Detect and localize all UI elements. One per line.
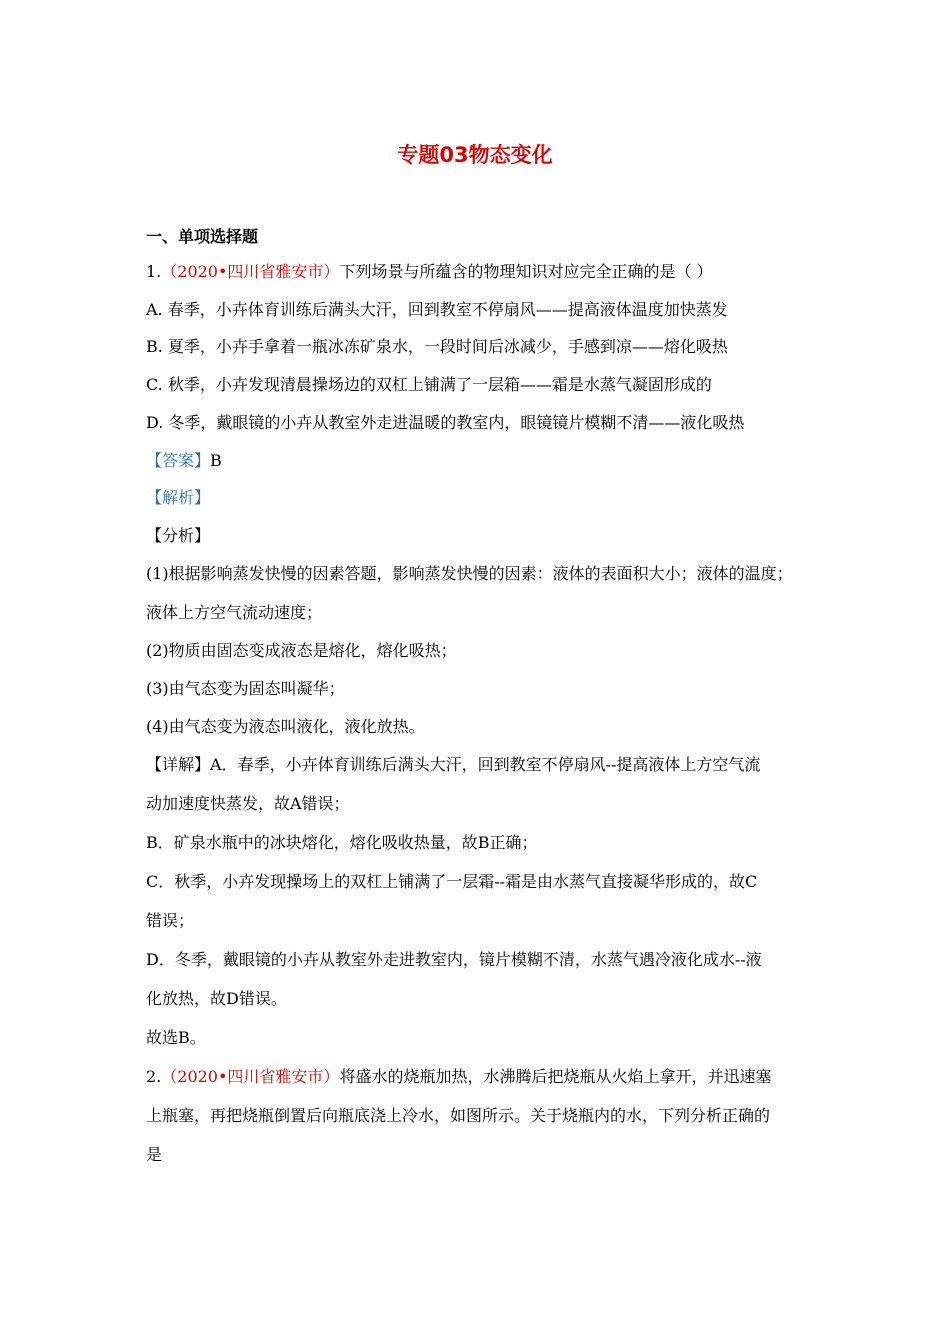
question-stem: 下列场景与所蕴含的物理知识对应完全正确的是（ ） [339, 262, 713, 281]
option-d: D. 冬季，戴眼镜的小卉从教室外走进温暖的教室内，眼镜镜片模糊不清——液化吸热 [146, 413, 745, 432]
question-source: （2020•四川省雅安市） [161, 1067, 340, 1086]
detail-line-6: D．冬季，戴眼镜的小卉从教室外走进教室内，镜片模糊不清，水蒸气遇冷液化成水--液 [146, 950, 762, 969]
fenxi-line-3: (2)物质由固态变成液态是熔化，熔化吸热； [146, 641, 457, 660]
page-title: 专题03物态变化 [397, 143, 553, 167]
detail-tag: 【详解】 [146, 755, 211, 774]
fenxi-line-1: (1)根据影响蒸发快慢的因素答题，影响蒸发快慢的因素：液体的表面积大小；液体的温度； [146, 564, 793, 583]
question-number: 2. [146, 1067, 162, 1086]
fenxi-line-5: (4)由气态变为液态叫液化，液化放热。 [146, 717, 425, 736]
answer-tag: 【答案】 [146, 451, 211, 470]
detail-text: A．春季，小卉体育训练后满头大汗，回到教室不停扇风--提高液体上方空气流 [210, 755, 761, 774]
detail-line-first [146, 754, 760, 776]
question-stem: 将盛水的烧瓶加热，水沸腾后把烧瓶从火焰上拿开，并迅速塞 [339, 1067, 772, 1086]
option-b: B. 夏季，小卉手拿着一瓶冰冻矿泉水，一段时间后冰减少，手感到凉——熔化吸热 [146, 337, 728, 356]
option-c: C. 秋季，小卉发现清晨操场边的双杠上铺满了一层箱——霜是水蒸气凝固形成的 [146, 375, 712, 394]
question-number: 1. [146, 262, 162, 281]
question-2-line-2: 上瓶塞，再把烧瓶倒置后向瓶底浇上冷水，如图所示。关于烧瓶内的水，下列分析正确的 [146, 1106, 771, 1125]
analysis-tag: 【解析】 [146, 488, 211, 507]
detail-line-7: 化放热，故D错误。 [146, 989, 287, 1008]
question-2-line-3: 是 [146, 1145, 163, 1164]
section-heading: 一、单项选择题 [146, 227, 259, 246]
question-1-stem-line [146, 261, 713, 283]
answer-value: B [210, 451, 222, 470]
detail-line-5: 错误； [146, 911, 195, 930]
question-source: （2020•四川省雅安市） [161, 262, 340, 281]
option-a: A. 春季，小卉体育训练后满头大汗，回到教室不停扇风——提高液体温度加快蒸发 [146, 300, 728, 319]
detail-line-4: C．秋季，小卉发现操场上的双杠上铺满了一层霜--霜是由水蒸气直接凝华形成的，故C [146, 872, 758, 891]
fenxi-line-2: 液体上方空气流动速度； [146, 603, 323, 622]
answer-line [146, 450, 222, 472]
detail-line-8: 故选B。 [146, 1028, 206, 1047]
detail-line-2: 动加速度快蒸发，故A错误； [146, 794, 350, 813]
fenxi-tag: 【分析】 [146, 526, 211, 545]
detail-line-3: B．矿泉水瓶中的冰块熔化，熔化吸收热量，故B正确； [146, 833, 538, 852]
question-2-stem-line [146, 1066, 771, 1088]
fenxi-line-4: (3)由气态变为固态叫凝华； [146, 679, 345, 698]
